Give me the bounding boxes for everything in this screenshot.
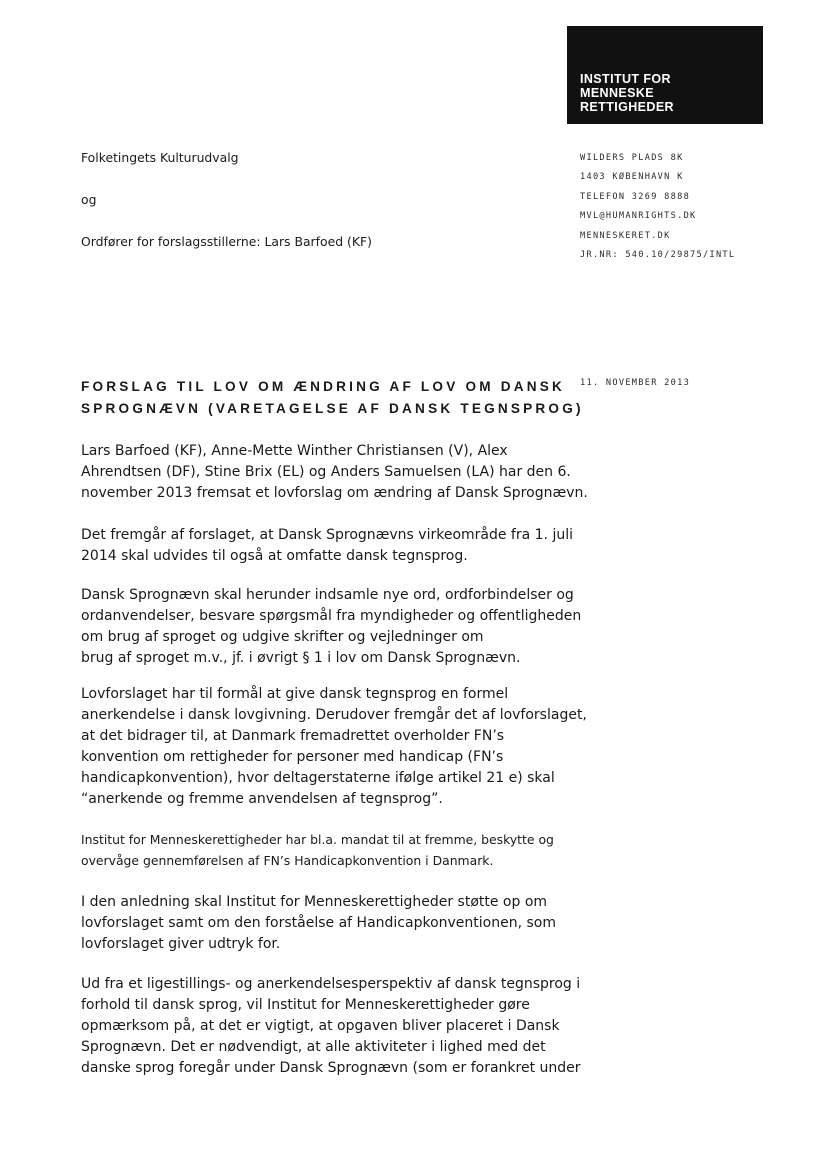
text-line: Institut for Menneskerettigheder har bl.a. mandat til at fremme, beskytte og bbox=[81, 832, 554, 847]
text-line: om brug af sproget og udgive skrifter og vejledninger om bbox=[81, 629, 484, 645]
recipient-committee: Folketingets Kulturudvalg bbox=[81, 150, 239, 165]
text-line: anerkendelse i dansk lovgivning. Derudover fremgår det af lovforslaget, bbox=[81, 707, 587, 723]
logo-line-2: MENNESKE bbox=[580, 86, 655, 100]
logo-line-3: RETTIGHEDER bbox=[580, 100, 674, 114]
text-line: november 2013 fremsat et lovforslag om ændring af Dansk Sprognævn. bbox=[81, 485, 588, 501]
paragraph-6 bbox=[81, 892, 556, 955]
text-line: Ahrendtsen (DF), Stine Brix (EL) og Anders Samuelsen (LA) har den 6. bbox=[81, 464, 571, 480]
text-line: I den anledning skal Institut for Menneskerettigheder støtte op om bbox=[81, 894, 548, 910]
text-line: brug af sproget m.v., jf. i øvrigt § 1 i lov om Dansk Sprognævn. bbox=[81, 650, 521, 666]
text-line: Sprognævn. Det er nødvendigt, at alle aktiviteter i lighed med det bbox=[81, 1039, 546, 1055]
text-line: Lars Barfoed (KF), Anne-Mette Winther Christiansen (V), Alex bbox=[81, 443, 508, 459]
text-line: konvention om rettigheder for personer med handicap (FN’s bbox=[81, 749, 504, 765]
paragraph-3 bbox=[81, 585, 581, 669]
text-line: Lovforslaget har til formål at give dansk tegnsprog en formel bbox=[81, 686, 509, 702]
text-line: at det bidrager til, at Danmark fremadrettet overholder FN’s bbox=[81, 728, 505, 744]
recipient-and: og bbox=[81, 192, 97, 207]
paragraph-1 bbox=[81, 441, 588, 504]
address-block bbox=[580, 149, 735, 265]
heading-line-2: SPROGNÆVN (VARETAGELSE AF DANSK TEGNSPROG) bbox=[81, 401, 584, 416]
address-email: MVL@HUMANRIGHTS.DK bbox=[580, 211, 697, 222]
text-line: overvåge gennemførelsen af FN’s Handicapkonvention i Danmark. bbox=[81, 852, 494, 868]
address-journal-number: JR.NR: 540.10/29875/INTL bbox=[580, 250, 736, 261]
address-city: 1403 KØBENHAVN K bbox=[580, 172, 684, 183]
paragraph-2 bbox=[81, 525, 573, 567]
logo-line-1: INSTITUT FOR bbox=[580, 72, 671, 86]
paragraph-7 bbox=[81, 974, 581, 1079]
document-heading bbox=[81, 376, 584, 420]
text-line: forhold til dansk sprog, vil Institut for Menneskerettigheder gøre bbox=[81, 997, 530, 1013]
text-line: Ud fra et ligestillings- og anerkendelsesperspektiv af dansk tegnsprog i bbox=[81, 976, 581, 992]
text-line: opmærksom på, at det er vigtigt, at opgaven bliver placeret i Dansk bbox=[81, 1018, 560, 1034]
text-line: 2014 skal udvides til også at omfatte dansk tegnsprog. bbox=[81, 548, 468, 564]
text-line: lovforslaget giver udtryk for. bbox=[81, 936, 281, 952]
paragraph-4 bbox=[81, 684, 587, 810]
text-line: handicapkonvention), hvor deltagerstaterne ifølge artikel 21 e) skal bbox=[81, 770, 555, 786]
text-line: Det fremgår af forslaget, at Dansk Sprognævns virkeområde fra 1. juli bbox=[81, 527, 573, 543]
text-line: danske sprog foregår under Dansk Sprognævn (som er forankret under bbox=[81, 1060, 581, 1076]
text-line: “anerkende og fremme anvendelsen af tegnsprog”. bbox=[81, 791, 443, 807]
address-street: WILDERS PLADS 8K bbox=[580, 153, 684, 163]
text-line: Dansk Sprognævn skal herunder indsamle nye ord, ordforbindelser og bbox=[81, 587, 574, 603]
address-phone: TELEFON 3269 8888 bbox=[580, 191, 691, 202]
text-line: ordanvendelser, besvare spørgsmål fra myndigheder og offentligheden bbox=[81, 608, 582, 624]
heading-line-1: FORSLAG TIL LOV OM ÆNDRING AF LOV OM DANSK bbox=[81, 379, 566, 394]
paragraph-5 bbox=[81, 830, 554, 871]
institute-logo bbox=[567, 26, 763, 124]
recipient-rapporteur: Ordfører for forslagsstillerne: Lars Barfoed (KF) bbox=[81, 234, 372, 249]
letter-date: 11. NOVEMBER 2013 bbox=[580, 378, 691, 388]
address-website: MENNESKERET.DK bbox=[580, 230, 671, 241]
text-line: lovforslaget samt om den forståelse af Handicapkonventionen, som bbox=[81, 915, 556, 931]
